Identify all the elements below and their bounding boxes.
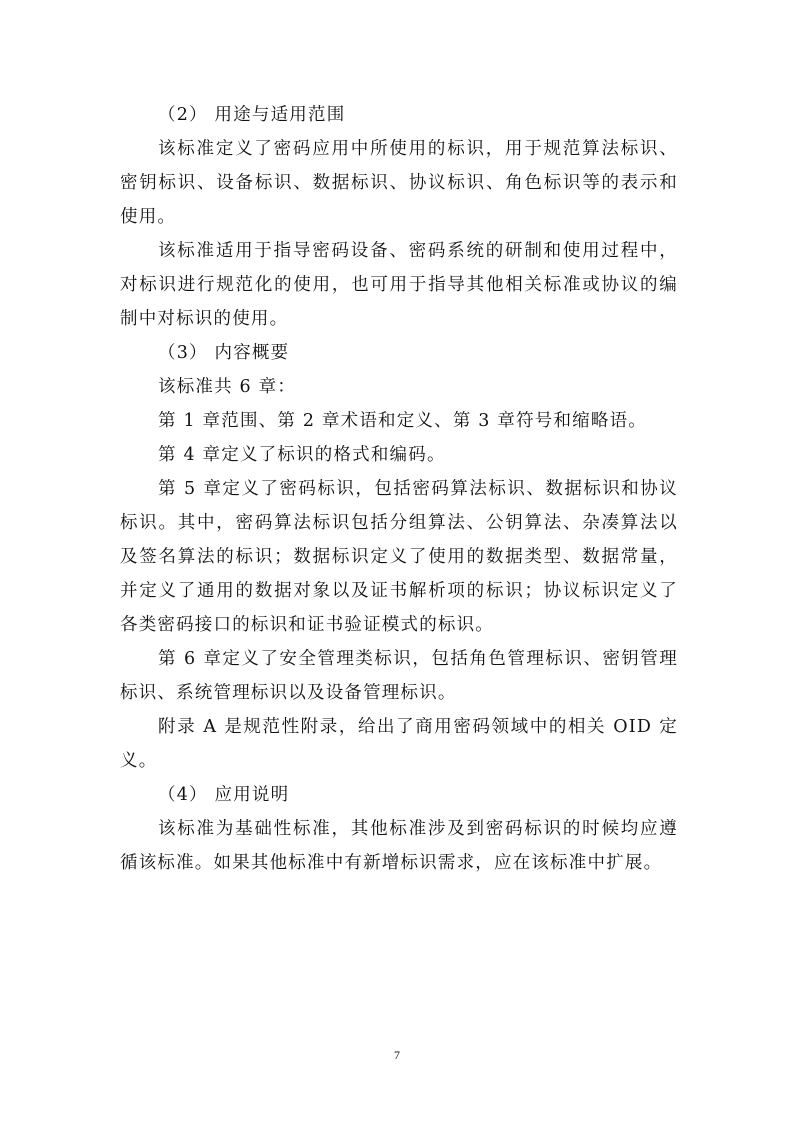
- paragraph: 该标准为基础性标准，其他标准涉及到密码标识的时候均应遵循该标准。如果其他标准中有新增标识需求，应在该标准中扩展。: [120, 819, 678, 873]
- paragraph: 第 4 章定义了标识的格式和编码。: [158, 445, 446, 465]
- paragraph: 该标准定义了密码应用中所使用的标识，用于规范算法标识、密钥标识、设备标识、数据标识、协议标识、角色标识等的表示和使用。: [120, 139, 678, 227]
- section-heading-purpose: （2） 用途与适用范围: [158, 105, 346, 125]
- section-heading-summary: （3） 内容概要: [158, 343, 290, 363]
- paragraph: 该标准共 6 章：: [158, 377, 297, 397]
- page-number: 7: [394, 1048, 400, 1062]
- section-heading-application: （4） 应用说明: [158, 785, 290, 805]
- paragraph: 该标准适用于指导密码设备、密码系统的研制和使用过程中，对标识进行规范化的使用，也可用于指导其他相关标准或协议的编制中对标识的使用。: [120, 241, 678, 329]
- paragraph: 第 6 章定义了安全管理类标识，包括角色管理标识、密钥管理标识、系统管理标识以及设备管理标识。: [120, 649, 678, 703]
- paragraph: 附录 A 是规范性附录，给出了商用密码领域中的相关 OID 定义。: [120, 717, 678, 771]
- page-content: [120, 98, 678, 880]
- paragraph: 第 1 章范围、第 2 章术语和定义、第 3 章符号和缩略语。: [158, 411, 647, 431]
- paragraph: 第 5 章定义了密码标识，包括密码算法标识、数据标识和协议标识。其中，密码算法标识包括分组算法、公钥算法、杂凑算法以及签名算法的标识；数据标识定义了使用的数据类型、数据常量，并定义了通用的数据对象以及证书解析项的标识；协议标识定义了各类密码接口的标识和证书验证模式的标识。: [120, 479, 678, 635]
